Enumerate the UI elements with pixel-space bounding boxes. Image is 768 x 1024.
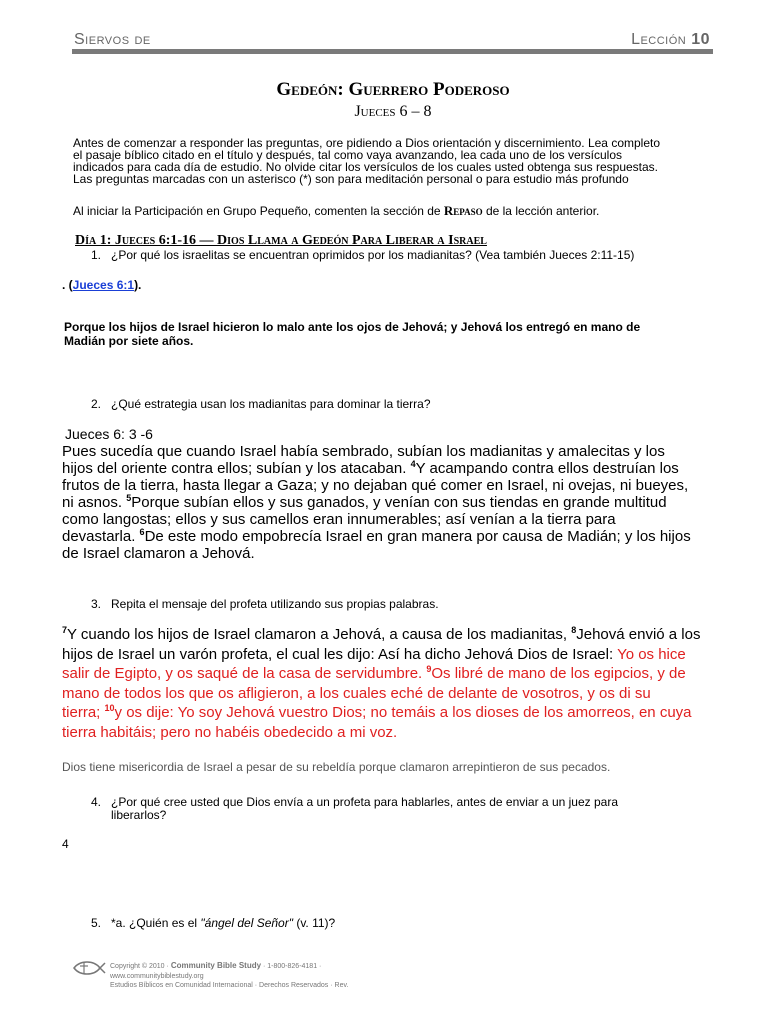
cbs-logo-icon bbox=[72, 958, 106, 978]
verse-passage-2 bbox=[62, 625, 722, 742]
verse-line: tierra habitáis; pero no habéis obedecido a mi voz. bbox=[62, 723, 398, 741]
question-line: liberarlos? bbox=[111, 808, 167, 822]
verse-quote: Yo os hice bbox=[617, 645, 686, 663]
verse-text: hijos de Israel un varón profeta, el cual les dijo: Así ha dicho Jehová Dios de Israel: bbox=[62, 645, 614, 663]
verse-quote: tierra; bbox=[62, 704, 101, 721]
question-number: 4. bbox=[91, 795, 102, 809]
question-3 bbox=[91, 597, 439, 611]
question-suffix: (v. 11)? bbox=[292, 916, 336, 930]
intro-line: Antes de comenzar a responder las preguntas, ore pidiendo a Dios orientación y discernimiento. Lea completo bbox=[73, 136, 661, 150]
question-text bbox=[111, 796, 709, 822]
verse-line bbox=[62, 645, 722, 665]
intro-line: Las preguntas marcadas con un asterisco (*) son para meditación personal o para estudio más profundo bbox=[73, 172, 629, 186]
question-1 bbox=[91, 248, 634, 262]
scripture-link[interactable]: Jueces 6:1 bbox=[72, 278, 135, 292]
answer-line: Madián por siete años. bbox=[64, 334, 194, 348]
verse-text: devastarla. bbox=[62, 528, 136, 545]
footer-rights: Derechos Reservados bbox=[259, 982, 329, 989]
ref-prefix: . ( bbox=[62, 278, 73, 292]
verse-line bbox=[62, 703, 722, 723]
verse-line bbox=[62, 460, 722, 477]
intro-line: indicados para cada día de estudio. No olvide citar los versículos de los cuales usted obtenga sus respuestas. bbox=[73, 160, 659, 174]
verse-text: hijos del oriente contra ellos; subían y los atacaban. bbox=[62, 460, 407, 477]
header-lesson-label: Lección bbox=[631, 31, 687, 48]
question-line: ¿Por qué cree usted que Dios envía a un profeta para hablarles, antes de enviar a un juez para bbox=[111, 795, 618, 809]
footer-website: www.communitybiblestudy.org bbox=[110, 972, 204, 980]
scripture-reference bbox=[62, 278, 141, 292]
page-subtitle: Jueces 6 – 8 bbox=[354, 103, 432, 120]
answer-4: 4 bbox=[62, 837, 69, 851]
footer-org: Estudios Bíblicos en Comunidad Internacional bbox=[110, 982, 253, 989]
question-number: 1. bbox=[91, 248, 102, 262]
question-text: ¿Qué estrategia usan los madianitas para dominar la tierra? bbox=[111, 397, 431, 411]
question-text: ¿Por qué los israelitas se encuentran oprimidos por los madianitas? (Vea también Jueces 2:11-15) bbox=[111, 248, 635, 262]
answer-note: Dios tiene misericordia de Israel a pesar de su rebeldía porque clamaron arrepintieron de sus pecados. bbox=[62, 760, 611, 774]
day1-heading: Día 1: Jueces 6:1-16 — Dios Llama a Gedeón Para Liberar a Israel bbox=[75, 233, 487, 248]
footer-rev: Rev. bbox=[334, 982, 349, 989]
verse-text: De este modo empobrecía Israel en gran manera por causa de Madián; y los hijos bbox=[144, 528, 691, 545]
answer-line: Porque los hijos de Israel hicieron lo malo ante los ojos de Jehová; y Jehová los entregó en mano de bbox=[64, 320, 641, 334]
ref-suffix: ). bbox=[134, 278, 142, 292]
verse-line: como langostas; ellos y sus camellos eran innumerables; así venían a la tierra para bbox=[62, 511, 616, 528]
question-number: 5. bbox=[91, 916, 102, 930]
verse-number: 5 bbox=[126, 493, 132, 503]
verse-number: 10 bbox=[104, 703, 115, 713]
verse-quote: Os libré de mano de los egipcios, y de bbox=[431, 665, 686, 682]
intro-paragraph bbox=[73, 137, 713, 185]
question-5 bbox=[91, 916, 335, 930]
verse-line bbox=[62, 625, 722, 645]
verse-line bbox=[62, 664, 722, 684]
header-lesson bbox=[631, 31, 710, 49]
verse-text: ni asnos. bbox=[62, 494, 123, 511]
question-italic: "ángel del Señor" bbox=[200, 916, 293, 930]
verse-quote: y os dije: Yo soy Jehová vuestro Dios; no temáis a los dioses de los amorreos, en cuya bbox=[114, 704, 692, 721]
verse-number: 6 bbox=[139, 527, 145, 537]
page-title: Gedeón: Guerrero Poderoso bbox=[276, 79, 510, 100]
verse-text: Jehová envió a los bbox=[576, 626, 701, 643]
question-text: Repita el mensaje del profeta utilizando sus propias palabras. bbox=[111, 597, 439, 611]
verse-line: Pues sucedía que cuando Israel había sembrado, subían los madianitas y amalecitas y los bbox=[62, 443, 665, 460]
group-text-pre: Al iniciar la Participación en Grupo Pequeño, comenten la sección de bbox=[73, 204, 444, 218]
header-series: Siervos de bbox=[74, 31, 151, 48]
verse-reference: Jueces 6: 3 -6 bbox=[65, 426, 153, 442]
verse-text: Y cuando los hijos de Israel clamaron a Jehová, a causa de los madianitas, bbox=[67, 626, 568, 643]
verse-line bbox=[62, 494, 722, 511]
question-prefix: *a. ¿Quién es el bbox=[111, 916, 201, 930]
footer-brand: Community Bible Study bbox=[170, 961, 262, 970]
header-rule bbox=[72, 49, 713, 54]
question-4 bbox=[91, 796, 713, 822]
header-lesson-number: 10 bbox=[691, 31, 710, 48]
question-2 bbox=[91, 397, 431, 411]
verse-number: 7 bbox=[62, 625, 68, 635]
verse-text: Porque subían ellos y sus ganados, y venían con sus tiendas en grande multitud bbox=[131, 494, 667, 511]
verse-number: 9 bbox=[426, 664, 432, 674]
verse-quote: salir de Egipto, y os saqué de la casa de servidumbre. bbox=[62, 665, 423, 682]
verse-line: mano de todos los que os afligieron, a los cuales eché de delante de vosotros, y os di su bbox=[62, 684, 651, 702]
answer-1 bbox=[64, 320, 724, 348]
verse-number: 4 bbox=[410, 459, 416, 469]
verse-line: frutos de la tierra, hasta llegar a Gaza; y no dejaban qué comer en Israel, ni ovejas, ni bueyes, bbox=[62, 477, 689, 494]
verse-text: Y acampando contra ellos destruían los bbox=[415, 460, 679, 477]
verse-line: de Israel clamaron a Jehová. bbox=[62, 545, 255, 562]
intro-line: el pasaje bíblico citado en el título y después, tal como vaya avanzando, lea cada uno de los versículos bbox=[73, 148, 623, 162]
question-number: 3. bbox=[91, 597, 102, 611]
footer bbox=[110, 961, 348, 991]
group-text-post: de la lección anterior. bbox=[482, 204, 600, 218]
footer-phone: 1-800-826-4181 bbox=[267, 963, 318, 970]
question-number: 2. bbox=[91, 397, 102, 411]
verse-line bbox=[62, 528, 722, 545]
verse-number: 8 bbox=[571, 625, 577, 635]
footer-line: Copyright © 2010 · Community Bible Study · 1-800-826-4181 · bbox=[110, 961, 322, 970]
group-text-bold: Repaso bbox=[443, 203, 483, 218]
group-instructions bbox=[73, 203, 713, 219]
verse-passage-1 bbox=[62, 443, 722, 562]
footer-line: Estudios Bíblicos en Comunidad Internacional · Derechos Reservados · Rev. bbox=[110, 982, 349, 989]
footer-copyright: Copyright © 2010 bbox=[110, 963, 165, 970]
